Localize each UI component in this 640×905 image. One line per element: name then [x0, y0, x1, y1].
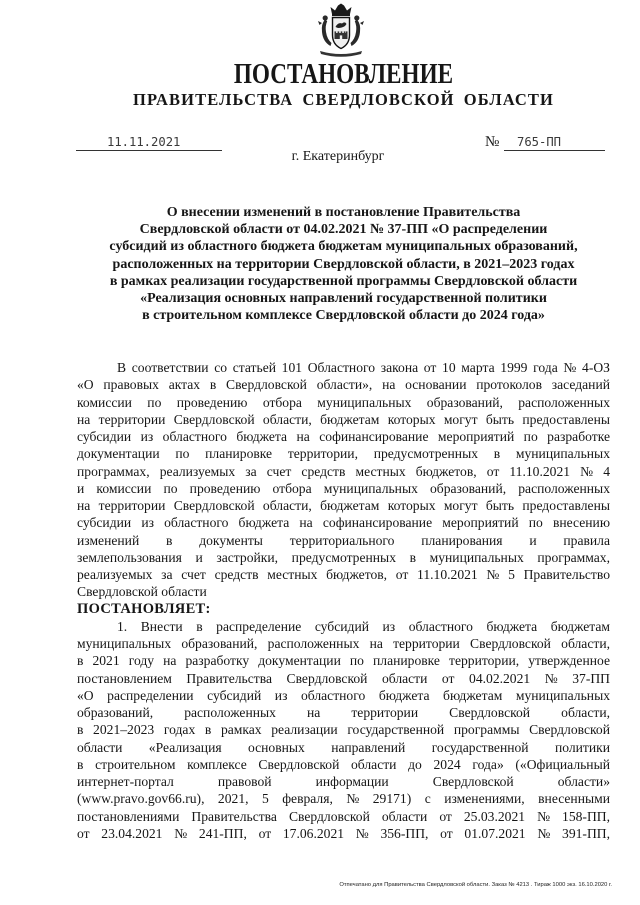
- body-line: муниципальных образований, расположенных на территории Свердловской области,: [77, 636, 610, 651]
- body-line: в строительном комплексе Свердловской области до 2024 года» («Официальный: [77, 756, 610, 772]
- item-1-paragraph: [77, 618, 610, 842]
- body-line: комиссии по проведению отбора муниципальных образований, расположенных: [77, 394, 610, 410]
- document-body: [77, 359, 610, 842]
- body-line: землепользования и застройки, предусмотренных в муниципальных программах,: [77, 549, 610, 565]
- body-line: изменений в документы территориального планирования и правила: [77, 532, 610, 548]
- body-line: «О правовых актах в Свердловской области», на основании протоколов заседаний: [77, 377, 610, 393]
- body-line: постановлением Правительства Свердловской области от 04.02.2021 № 37-ПП: [77, 670, 610, 686]
- body-line: в 2021–2023 годах в рамках реализации государственной программы Свердловской: [77, 722, 610, 738]
- body-line: на территории Свердловской области, бюджетам которых могут быть предоставлены: [77, 498, 610, 513]
- title-line: «Реализация основных направлений государственной политики: [140, 290, 547, 306]
- body-line: в 2021 году на разработку документации по планировке территории, утвержденное: [77, 653, 610, 669]
- body-line: реализуемых за счет средств местных бюджетов, от 11.10.2021 № 5 Правительство: [77, 567, 610, 582]
- number-sign: №: [485, 134, 500, 150]
- body-line: образований, расположенных на территории Свердловской области,: [77, 705, 610, 720]
- left-supporter-icon: [318, 15, 332, 46]
- title-line: О внесении изменений в постановление Правительства: [166, 205, 521, 220]
- title-line: в рамках реализации государственной программы Свердловской области: [109, 273, 578, 289]
- preamble-paragraph: [77, 359, 610, 601]
- body-line: «О распределении субсидий из областного бюджета бюджетам муниципальных: [77, 687, 610, 703]
- body-line: субсидии из областного бюджета на софинансирование мероприятий по разработке: [77, 429, 610, 444]
- body-line: программах, реализуемых за счет средств местных бюджетов, от 11.10.2021 № 4: [77, 463, 610, 479]
- ribbon-icon: [320, 51, 362, 57]
- title-line: субсидий из областного бюджета бюджетам муниципальных образований,: [109, 239, 578, 255]
- body-line: В соответствии со статьей 101 Областного закона от 10 марта 1999 года № 4-ОЗ: [117, 360, 610, 375]
- document-number: 765-ПП: [504, 134, 605, 151]
- document-city: г. Екатеринбург: [291, 149, 385, 164]
- document-date: 11.11.2021: [76, 134, 222, 151]
- body-line: постановлениями Правительства Свердловской области от 25.03.2021 № 158-ПП,: [77, 808, 610, 824]
- body-line: 1. Внести в распределение субсидий из областного бюджета бюджетам: [117, 618, 610, 634]
- body-line: области «Реализация основных направлений государственной политики: [77, 739, 610, 755]
- document-type-heading: ПОСТАНОВЛЕНИЕ: [233, 58, 454, 90]
- body-line: от 23.04.2021 № 241-ПП, от 17.06.2021 № 356-ПП, от 01.07.2021 № 391-ПП,: [77, 825, 610, 841]
- crown-icon: [331, 4, 352, 17]
- body-line: на территории Свердловской области, бюджетам которых могут быть предоставлены: [77, 411, 610, 427]
- body-line: Свердловской области: [77, 584, 207, 600]
- body-line: интернет-портал правовой информации Свердловской области»: [77, 774, 610, 789]
- body-line: документации по планировке территории, предусмотренных в муниципальных: [77, 446, 610, 462]
- right-supporter-icon: [351, 15, 365, 46]
- title-line: расположенных на территории Свердловской области, в 2021–2023 годах: [112, 256, 575, 272]
- resolves-heading: ПОСТАНОВЛЯЕТ:: [77, 600, 211, 617]
- issuing-authority-heading: ПРАВИТЕЛЬСТВА СВЕРДЛОВСКОЙ ОБЛАСТИ: [133, 90, 554, 109]
- body-line: (www.pravo.gov66.ru), 2021, 5 февраля, № 29171) с изменениями, внесенными: [77, 791, 610, 807]
- title-line: в строительном комплексе Свердловской области до 2024 года»: [142, 308, 545, 324]
- body-line: субсидии из областного бюджета на софинансирование мероприятий по внесению: [77, 515, 610, 531]
- shield-icon: [333, 18, 350, 49]
- coat-of-arms-icon: [311, 2, 371, 58]
- title-line: Свердловской области от 04.02.2021 № 37-ПП «О распределении: [139, 222, 548, 238]
- body-line: и комиссии по проведению отбора муниципальных образований, расположенных: [77, 480, 610, 496]
- document-title: [77, 204, 610, 324]
- print-imprint: Отпечатано для Правительства Свердловской области. Заказ № 4213 . Тираж 1000 экз. 16.10.2020 г.: [339, 882, 612, 888]
